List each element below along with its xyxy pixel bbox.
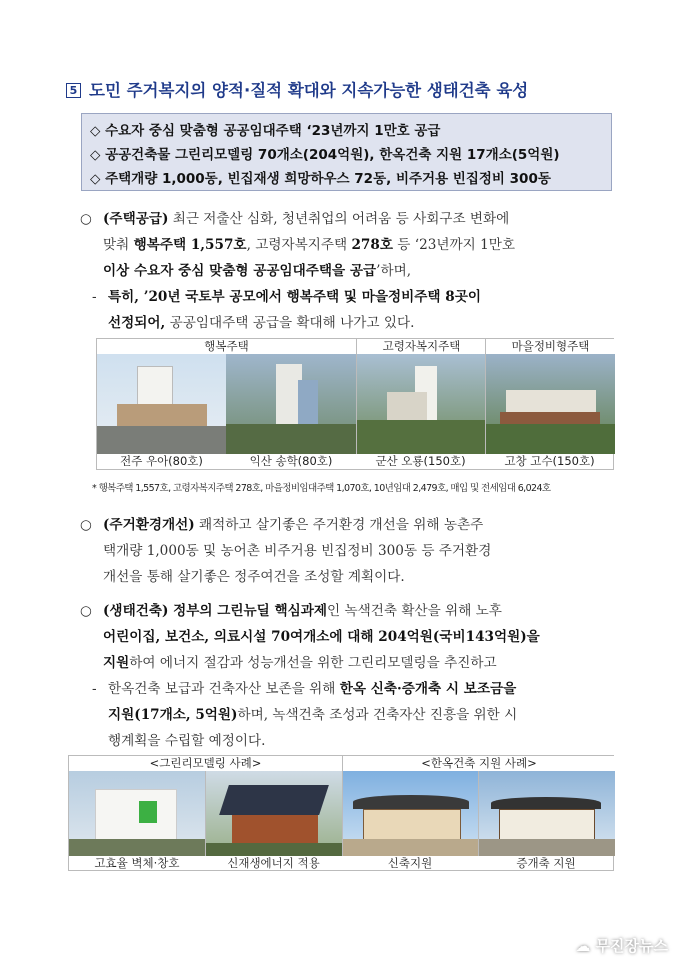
grid-header: 고령자복지주택 [356, 339, 486, 354]
grid-header: 행복주택 [97, 339, 356, 354]
summary-item: ◇ 수요자 중심 맞춤형 공공임대주택 ‘23년까지 1만호 공급 [90, 123, 441, 139]
paragraph-line: (주택공급) 최근 저출산 심화, 청년취업의 어려움 등 사회구조 변화에 [103, 211, 510, 227]
housing-photo-iksan [226, 354, 356, 454]
housing-photo-gochang [485, 354, 615, 454]
sub-marker: - [92, 289, 97, 305]
photo-caption: 익산 송학(80호) [249, 454, 333, 468]
paragraph-line: 맞춰 행복주택 1,557호, 고령자복지주택 278호 등 ‘23년까지 1만호 [103, 237, 515, 253]
housing-photo-jeonju [97, 354, 226, 454]
watermark-icon: ☁ [575, 937, 591, 955]
bullet-marker: ○ [80, 517, 92, 533]
photo-caption: 고효율 벽체·창호 [94, 856, 180, 870]
photo-caption: 증개축 지원 [516, 856, 576, 870]
paragraph-line: 지원(17개소, 5억원)하며, 녹색건축 조성과 건축자산 진흥을 위한 시 [108, 707, 518, 723]
photo-caption: 고창 고수(150호) [504, 454, 595, 468]
housing-photo-gunsan [356, 354, 486, 454]
paragraph-line: 선정되어, 공공임대주택 공급을 확대해 나가고 있다. [108, 315, 415, 331]
remodel-photo-walls [69, 771, 205, 856]
remodel-photo-solar [205, 771, 343, 856]
summary-item: ◇ 공공건축물 그린리모델링 70개소(204억원), 한옥건축 지원 17개소(5억원) [90, 147, 560, 163]
paragraph-line: 개선을 통해 살기좋은 정주여건을 조성할 계획이다. [103, 569, 405, 585]
grid-header: <그린리모델링 사례> [69, 756, 342, 771]
paragraph-line: 지원하여 에너지 절감과 성능개선을 위한 그린리모델링을 추진하고 [103, 655, 497, 671]
summary-item: ◇ 주택개량 1,000동, 빈집재생 희망하우스 72동, 비주거용 빈집정비 300동 [90, 171, 551, 187]
bullet-marker: ○ [80, 603, 92, 619]
bullet-marker: ○ [80, 211, 92, 227]
green-building-photo-grid [68, 755, 614, 871]
paragraph-line: 특히, ’20년 국토부 공모에서 행복주택 및 마을정비주택 8곳이 [108, 289, 481, 305]
photo-caption: 전주 우아(80호) [120, 454, 203, 468]
watermark-logo: ☁ 무진장뉴스 [575, 937, 668, 955]
hanok-photo-extension [478, 771, 615, 856]
photo-caption: 신축지원 [387, 856, 433, 870]
photo-caption: 군산 오룡(150호) [375, 454, 466, 468]
grid-header: <한옥건축 지원 사례> [342, 756, 615, 771]
footnote: * 행복주택 1,557호, 고령자복지주택 278호, 마을정비임대주택 1,070호, 10년임대 2,479호, 매입 및 전세임대 6,024호 [92, 483, 551, 494]
hanok-photo-new [342, 771, 479, 856]
paragraph-line: (주거환경개선) 쾌적하고 살기좋은 주거환경 개선을 위해 농촌주 [103, 517, 484, 533]
section-title: 도민 주거복지의 양적·질적 확대와 지속가능한 생태건축 육성 [89, 81, 529, 100]
summary-box [81, 113, 612, 191]
paragraph-line: 어린이집, 보건소, 의료시설 70여개소에 대해 204억원(국비143억원)을 [103, 629, 540, 645]
paragraph-line: 택개량 1,000동 및 농어촌 비주거용 빈집정비 300동 등 주거환경 [103, 543, 492, 559]
section-heading [66, 77, 528, 101]
photo-caption: 신재생에너지 적용 [227, 856, 320, 870]
paragraph-line: 행계획을 수립할 예정이다. [108, 733, 266, 749]
sub-marker: - [92, 681, 97, 697]
paragraph-line: 이상 수요자 중심 맞춤형 공공임대주택을 공급’하며, [103, 263, 412, 279]
housing-photo-grid [96, 338, 614, 470]
paragraph-line: (생태건축) 정부의 그린뉴딜 핵심과제인 녹색건축 확산을 위해 노후 [103, 603, 502, 619]
grid-header: 마을정비형주택 [485, 339, 615, 354]
section-number: 5 [66, 83, 81, 98]
paragraph-line: 한옥건축 보급과 건축자산 보존을 위해 한옥 신축·증개축 시 보조금을 [108, 681, 517, 697]
